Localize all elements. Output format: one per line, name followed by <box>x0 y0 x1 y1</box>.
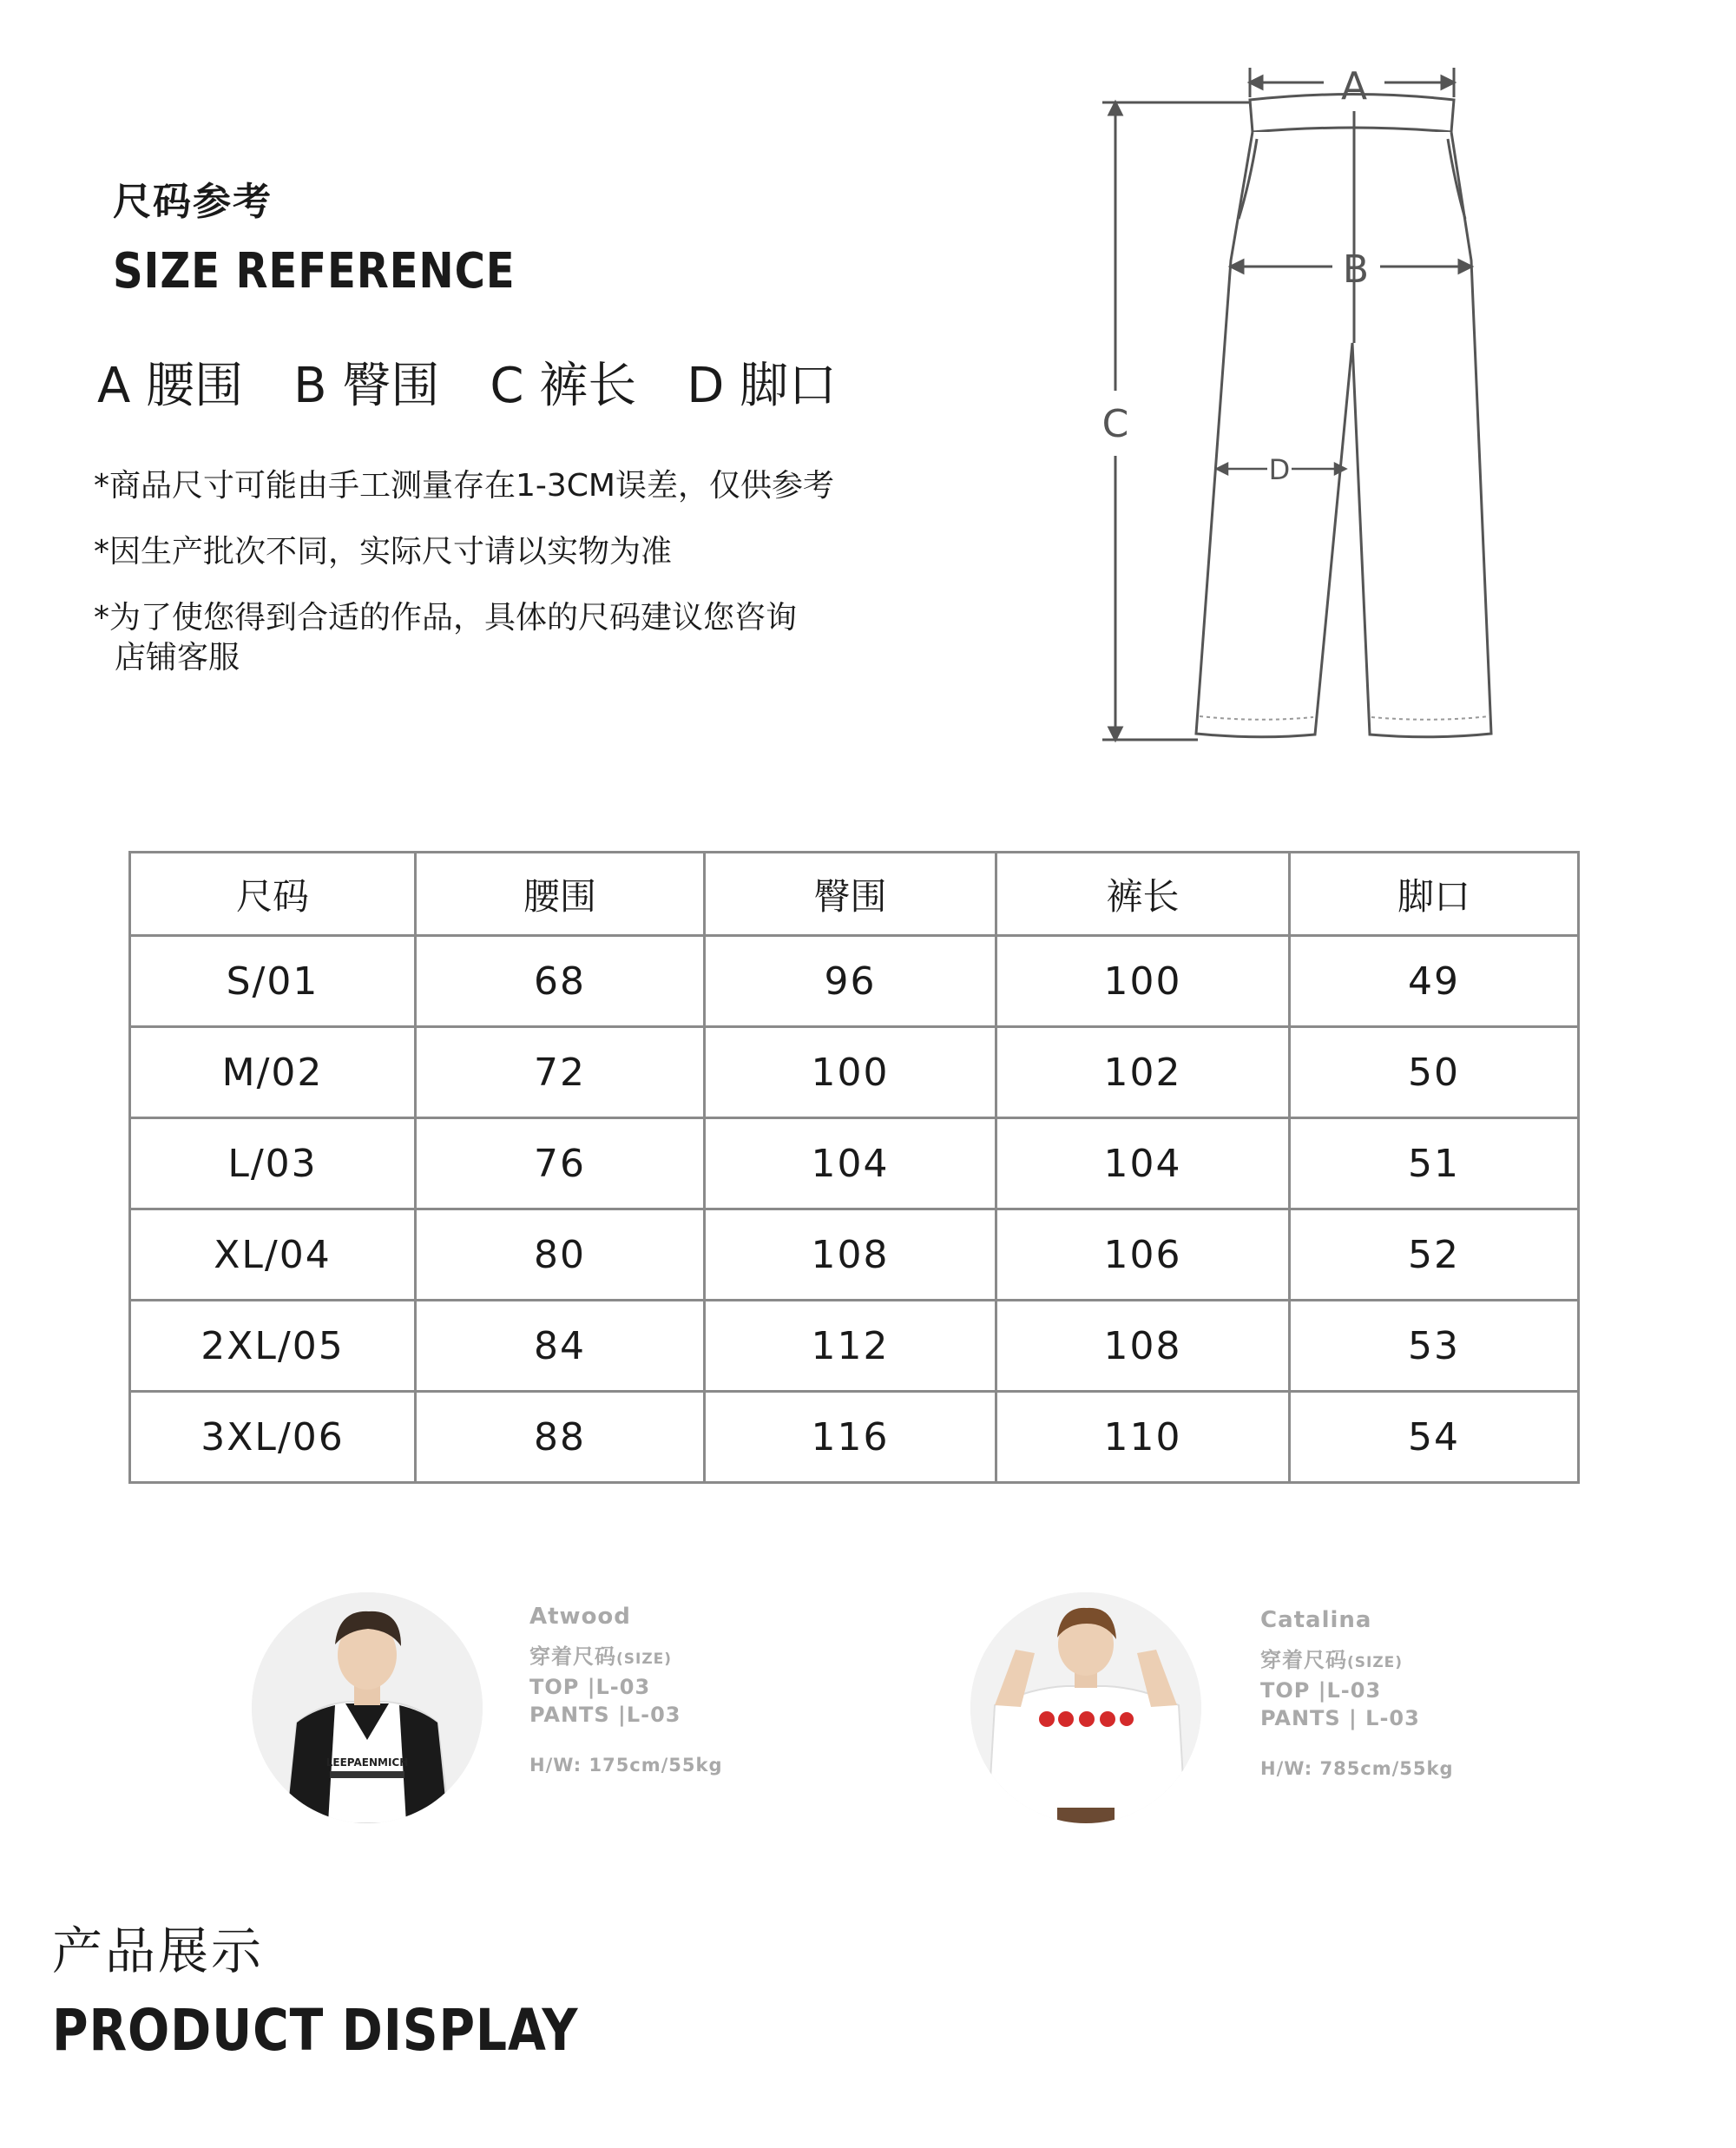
cell-hem: 53 <box>1290 1301 1579 1392</box>
cell-hem: 52 <box>1290 1209 1579 1301</box>
cell-hip: 104 <box>705 1118 996 1209</box>
model-size-label: 穿着尺码(SIZE) <box>529 1644 673 1669</box>
cell-hip: 112 <box>705 1301 996 1392</box>
dimension-label-d: D <box>1268 453 1291 486</box>
size-table <box>128 851 1580 1484</box>
cell-waist: 68 <box>416 936 705 1027</box>
table-row <box>130 1209 1579 1301</box>
model-pants-size: PANTS | L-03 <box>1260 1706 1420 1730</box>
dimension-label-c: C <box>1101 402 1129 446</box>
table-row <box>130 1392 1579 1483</box>
product-display-title-en: PRODUCT DISPLAY <box>52 1997 579 2064</box>
model-name: Atwood <box>529 1604 631 1630</box>
table-row <box>130 1301 1579 1392</box>
model-size-label: 穿着尺码(SIZE) <box>1260 1648 1404 1672</box>
model-info-atwood <box>529 1603 816 1779</box>
cell-hip: 108 <box>705 1209 996 1301</box>
cell-waist: 72 <box>416 1027 705 1118</box>
table-header-row <box>130 853 1579 936</box>
model-photo-atwood <box>252 1592 483 1823</box>
model-info-catalina <box>1260 1606 1547 1782</box>
note-line: *商品尺寸可能由手工测量存在1-3CM误差，仅供参考 <box>94 468 834 504</box>
cell-length: 106 <box>996 1209 1290 1301</box>
model-pants-size: PANTS |L-03 <box>529 1703 681 1727</box>
cell-waist: 76 <box>416 1118 705 1209</box>
cell-hem: 49 <box>1290 936 1579 1027</box>
cell-size: XL/04 <box>130 1209 416 1301</box>
table-row <box>130 1027 1579 1118</box>
model-top-size: TOP |L-03 <box>529 1675 651 1699</box>
pants-measurement-diagram <box>998 17 1658 799</box>
cell-hem: 51 <box>1290 1118 1579 1209</box>
section-title-en: SIZE REFERENCE <box>113 243 516 300</box>
svg-text:LEEPAENMICH: LEEPAENMICH <box>326 1756 409 1769</box>
note-line: *为了使您得到合适的作品，具体的尺码建议您咨询 <box>94 600 798 636</box>
legend-item-hem: D 脚口 <box>687 358 838 414</box>
cell-waist: 88 <box>416 1392 705 1483</box>
cell-size: 3XL/06 <box>130 1392 416 1483</box>
cell-size: M/02 <box>130 1027 416 1118</box>
table-row <box>130 1118 1579 1209</box>
legend-item-waist: A 腰围 <box>97 358 244 414</box>
column-header-size: 尺码 <box>130 853 416 936</box>
note-line: *因生产批次不同，实际尺寸请以实物为准 <box>94 534 673 570</box>
size-notes <box>94 453 927 682</box>
cell-length: 108 <box>996 1301 1290 1392</box>
column-header-hem: 脚口 <box>1290 853 1579 936</box>
pants-outline <box>1196 132 1491 737</box>
cell-size: L/03 <box>130 1118 416 1209</box>
note-line: 店铺客服 <box>115 640 240 675</box>
legend-item-length: C 裤长 <box>490 358 637 414</box>
cell-hem: 50 <box>1290 1027 1579 1118</box>
table-row <box>130 936 1579 1027</box>
cell-size: S/01 <box>130 936 416 1027</box>
cell-size: 2XL/05 <box>130 1301 416 1392</box>
column-header-hip: 臀围 <box>705 853 996 936</box>
dimension-label-a: A <box>1340 64 1368 109</box>
cell-waist: 84 <box>416 1301 705 1392</box>
product-display-title-cn: 产品展示 <box>52 1921 265 1980</box>
measurement-legend <box>97 347 837 417</box>
cell-hip: 96 <box>705 936 996 1027</box>
dimension-label-b: B <box>1342 247 1370 292</box>
cell-length: 110 <box>996 1392 1290 1483</box>
cell-length: 104 <box>996 1118 1290 1209</box>
legend-item-hip: B 臀围 <box>293 358 440 414</box>
section-title-cn: 尺码参考 <box>113 180 273 224</box>
cell-length: 100 <box>996 936 1290 1027</box>
cell-hip: 100 <box>705 1027 996 1118</box>
column-header-length: 裤长 <box>996 853 1290 936</box>
cell-waist: 80 <box>416 1209 705 1301</box>
model-name: Catalina <box>1260 1607 1372 1633</box>
model-height-weight: H/W: 175cm/55kg <box>529 1755 723 1776</box>
model-photo-catalina <box>970 1592 1201 1823</box>
cell-hem: 54 <box>1290 1392 1579 1483</box>
column-header-waist: 腰围 <box>416 853 705 936</box>
cell-length: 102 <box>996 1027 1290 1118</box>
model-illustration <box>970 1592 1201 1823</box>
model-illustration <box>252 1592 483 1823</box>
model-height-weight: H/W: 785cm/55kg <box>1260 1758 1454 1779</box>
model-top-size: TOP |L-03 <box>1260 1678 1382 1703</box>
cell-hip: 116 <box>705 1392 996 1483</box>
